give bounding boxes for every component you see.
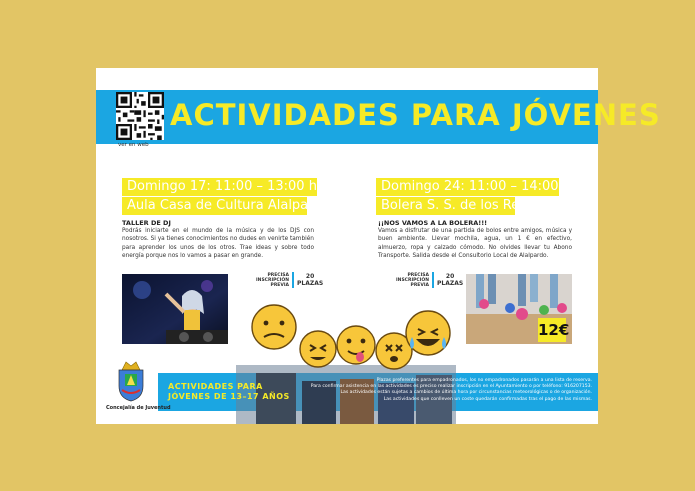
price-tag: 12€ [538,318,566,342]
badge-divider [292,272,294,288]
poster-title: ACTIVIDADES PARA JÓVENES [170,98,661,132]
qr-caption: ver en web [118,142,149,148]
footer-note: Plazas preferentes para empadronados, los no empadronados pasarán a una lista de reserva. [376,378,592,383]
badge-places: 20 PLAZAS [437,273,464,287]
left-registration-badge [256,272,323,288]
right-event-subtitle: ¡¡NOS VAMOS A LA BOLERA!!! [378,219,488,227]
department-label: Concejalía de Juventud [106,405,171,411]
badge-requirement: PRECISA INSCRIPCIÓN PREVIA [256,272,289,288]
left-event-description: Podrás iniciarte en el mundo de la música y de los DJS con nosotros. Si ya tienes conocimientos no dudes en venirte también para aprender los unos de los otros. Trae ideas y sobre todo energía porque nos lo vamos a pasar en grande. [122,228,314,260]
left-event-place: Aula Casa de Cultura Alalpardo [122,197,307,215]
footer-note: Las actividades están sujetas a cambios de última hora por circunstancias meteorológicas o de organización. [340,390,592,396]
municipal-crest [116,360,146,402]
left-event-subtitle: TALLER DE DJ [122,219,171,227]
footer-title: ACTIVIDADES PARA JÓVENES DE 13–17 AÑOS [168,382,290,401]
right-event-datetime: Domingo 24: 11:00 – 14:00 h [376,178,559,196]
right-registration-badge [396,272,463,288]
right-event-description: Vamos a disfrutar de una partida de bolos entre amigos, música y buen ambiente. Llevar mochila, agua, un 1 € en efectivo, almuerzo, ropa y calzado cómodo. No olvides llevar tu Abono Transporte. Salida desde el Consultorio Local de Alalpardo. [378,228,572,260]
teens-emoji-photo [236,293,456,424]
footer-note: Para confirmar asistencia en las actividades es preciso realizar inscripción en el Ayuntamiento o por teléfono: 916207153. [310,384,592,390]
badge-divider [432,272,434,288]
footer-note: Las actividades que conlleven un coste quedarán confirmadas tras el pago de las mismas. [383,396,592,402]
left-event-datetime: Domingo 17: 11:00 – 13:00 h [122,178,317,196]
badge-places: 20 PLAZAS [297,273,324,287]
right-event-place: Bolera S. S. de los Reyes [376,197,515,215]
dj-photo [122,274,228,344]
qr-code[interactable] [116,92,164,140]
footer-notes [286,378,592,403]
badge-requirement: PRECISA INSCRIPCIÓN PREVIA [396,272,429,288]
activity-poster [96,68,661,424]
